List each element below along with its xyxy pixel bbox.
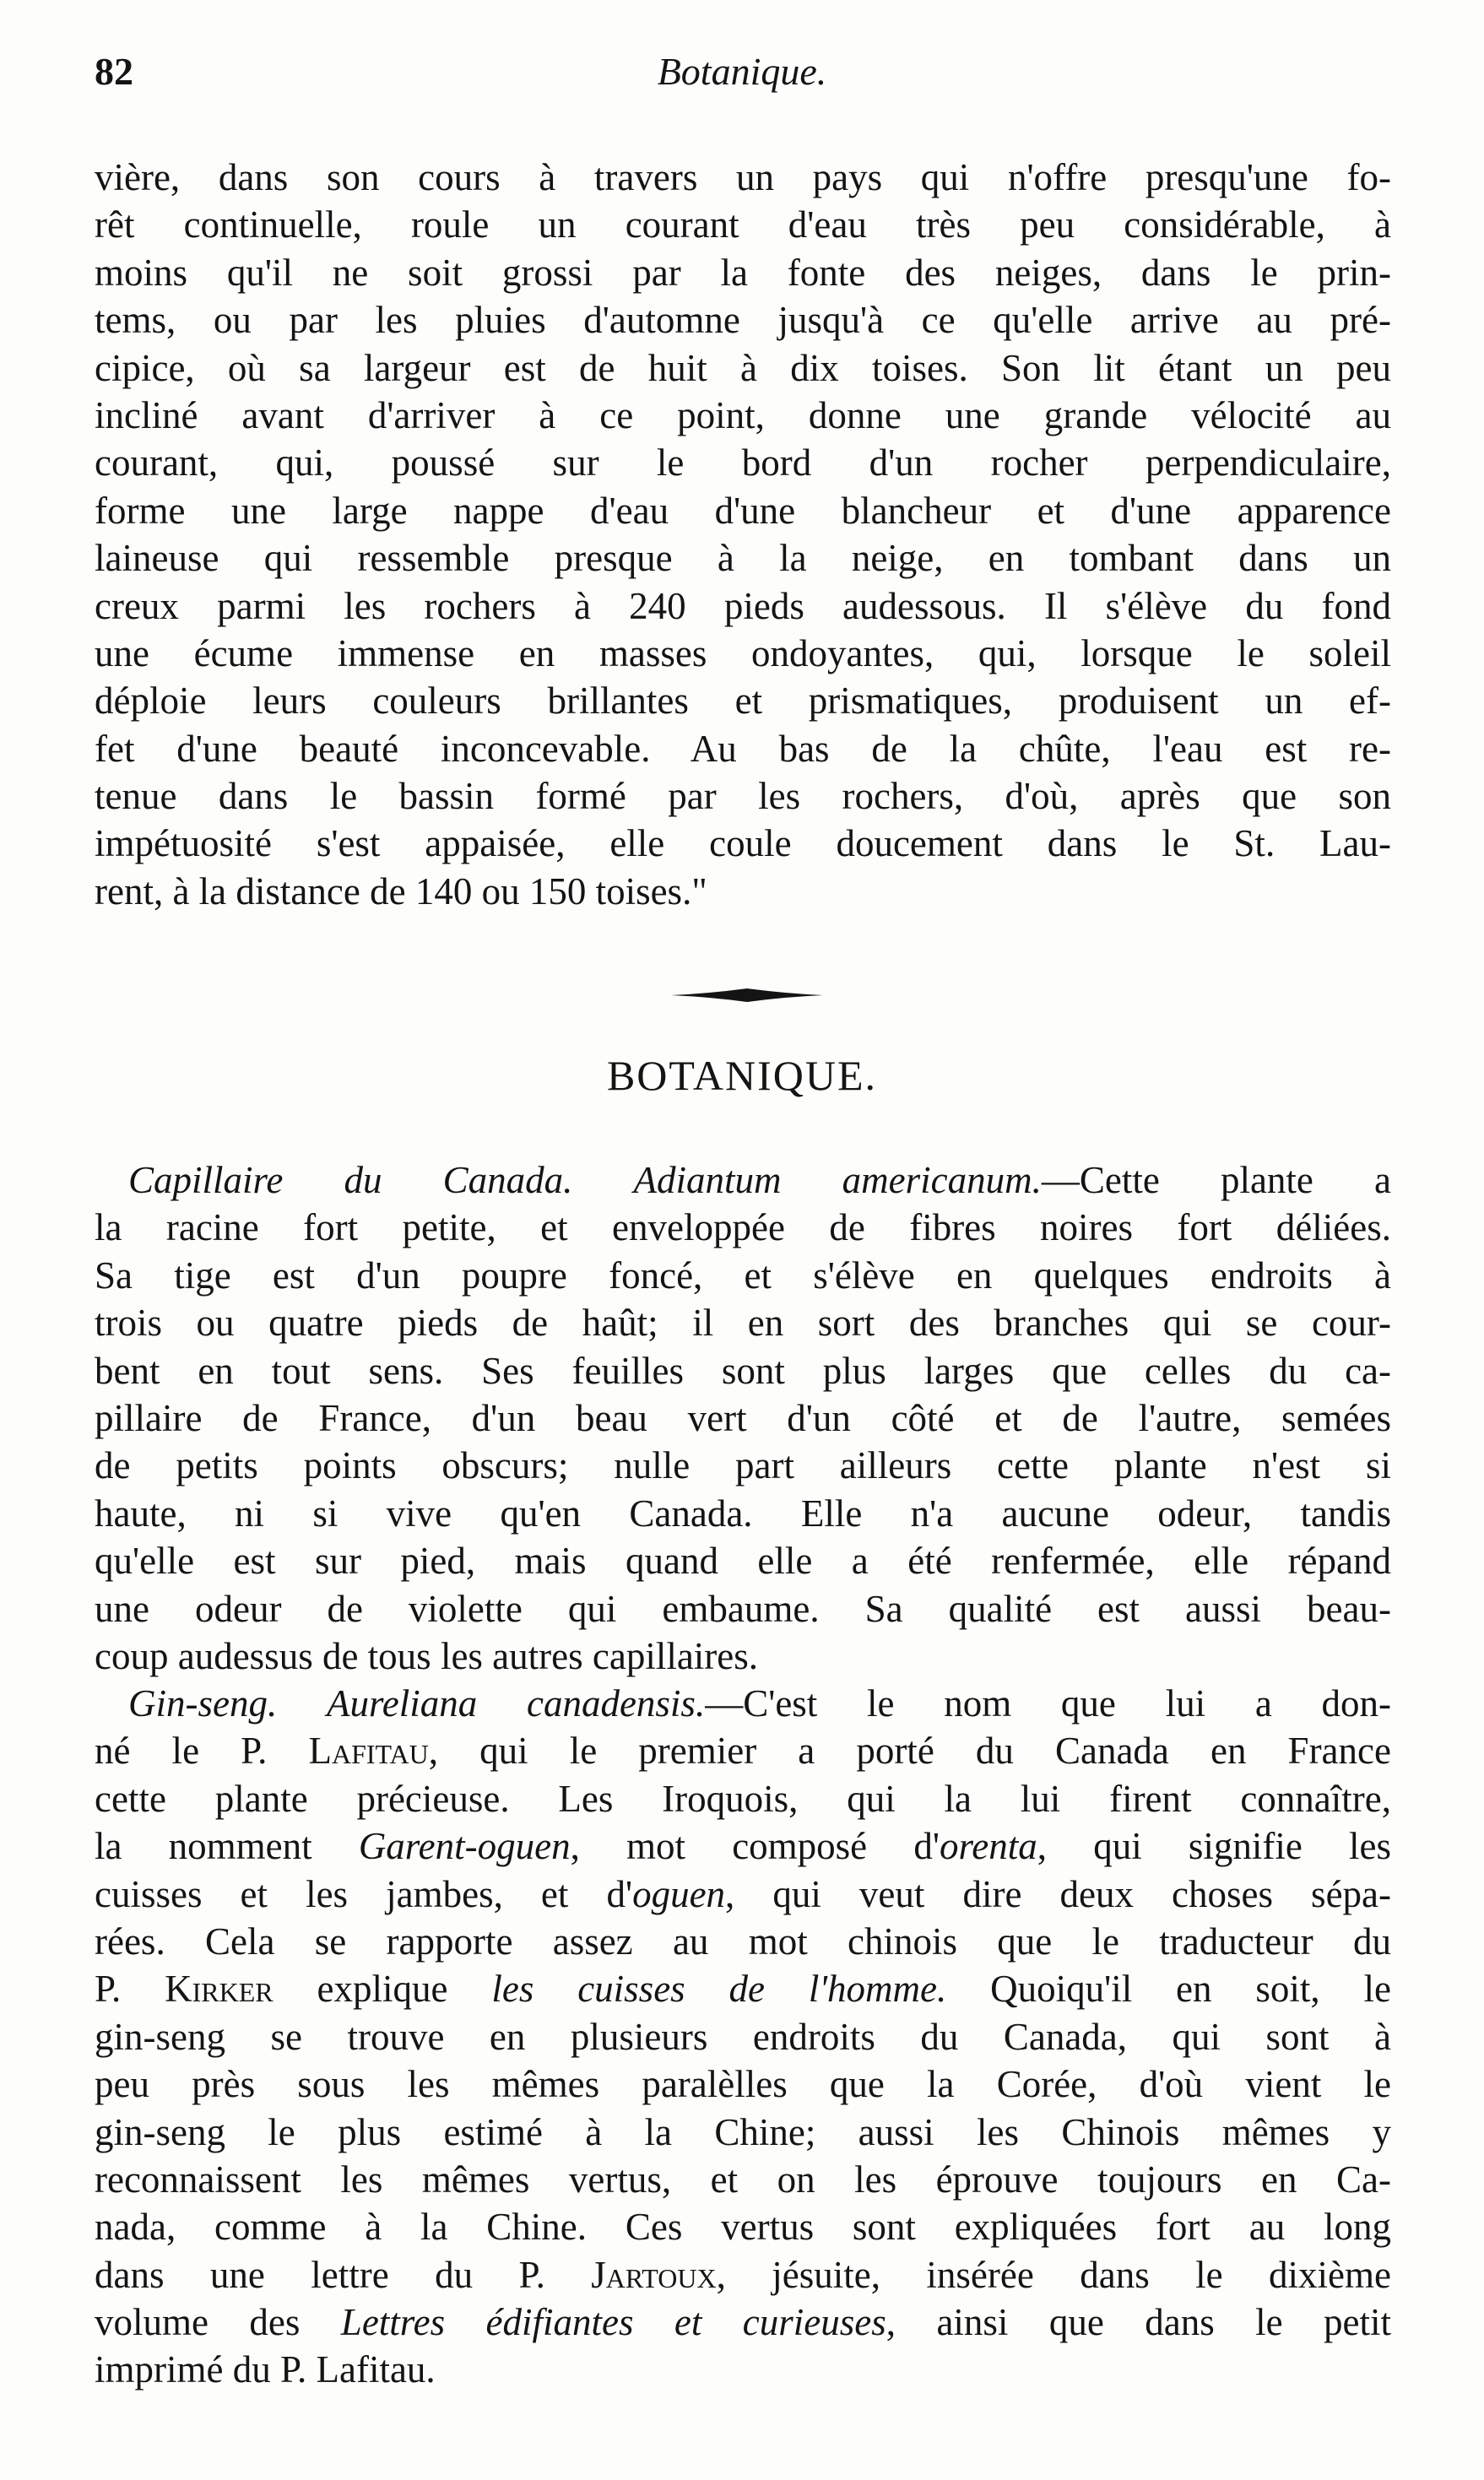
text-line: volume des Lettres édifiantes et curieuses, ainsi que dans le petit	[95, 2301, 1391, 2344]
text-line: vière, dans son cours à travers un pays qui n'offre presqu'une fo-	[95, 156, 1391, 198]
text-line: la nomment Garent-oguen, mot composé d'orenta, qui signifie les	[95, 1825, 1391, 1868]
text-line: gin-seng se trouve en plusieurs endroits du Canada, qui sont à	[95, 2015, 1391, 2058]
text-line: tems, ou par les pluies d'automne jusqu'à ce qu'elle arrive au pré-	[95, 299, 1391, 342]
ginseng-entry	[95, 1680, 1391, 2394]
author-name: Lafitau	[308, 1730, 429, 1773]
text-line: fet d'une beauté inconcevable. Au bas de la chûte, l'eau est re-	[95, 727, 1391, 770]
text-line: impétuosité s'est appaisée, elle coule doucement dans le St. Lau-	[95, 822, 1391, 865]
latin-name: Aureliana canadensis.	[326, 1682, 706, 1725]
capillaire-entry	[95, 1156, 1391, 1680]
ornament-divider	[671, 986, 823, 1004]
text-line: rées. Cela se rapporte assez au mot chinois que le traducteur du	[95, 1920, 1391, 1963]
text-line: gin-seng le plus estimé à la Chine; aussi les Chinois mêmes y	[95, 2110, 1391, 2153]
text-line: coup audessus de tous les autres capillaires.	[95, 1634, 759, 1677]
text-line: la racine fort petite, et enveloppée de fibres noires fort déliées.	[95, 1206, 1391, 1249]
text-line: déploie leurs couleurs brillantes et prismatiques, produisent un ef-	[95, 680, 1391, 723]
page-number: 82	[95, 50, 133, 93]
running-head: Botanique.	[657, 50, 827, 93]
text-line: moins qu'il ne soit grossi par la fonte des neiges, dans le prin-	[95, 251, 1391, 294]
text-line: reconnaissent les mêmes vertus, et on les éprouve toujours en Ca-	[95, 2158, 1391, 2201]
text-line: dans une lettre du P. Jartoux, jésuite, insérée dans le dixième	[95, 2253, 1391, 2296]
text-line: forme une large nappe d'eau d'une blancheur et d'une apparence	[95, 489, 1391, 532]
text-line: cipice, où sa largeur est de huit à dix toises. Son lit étant un peu	[95, 346, 1391, 389]
text-line: haute, ni si vive qu'en Canada. Elle n'a aucune odeur, tandis	[95, 1492, 1391, 1535]
text-line: rent, à la distance de 140 ou 150 toises."	[95, 869, 707, 912]
section-title: BOTANIQUE.	[606, 1052, 878, 1099]
book-title: Lettres édifiantes et curieuses	[340, 2301, 886, 2344]
text-line: rêt continuelle, roule un courant d'eau très peu considérable, à	[95, 203, 1391, 246]
text-line: Sa tige est d'un poupre foncé, et s'élève en quelques endroits à	[95, 1254, 1391, 1297]
text-line: laineuse qui ressemble presque à la neige, en tombant dans un	[95, 537, 1391, 580]
text-line: courant, qui, poussé sur le bord d'un rocher perpendiculaire,	[95, 441, 1391, 485]
text-line: cuisses et les jambes, et d'oguen, qui veut dire deux choses sépa-	[95, 1872, 1391, 1915]
author-name: Kirker	[165, 1968, 274, 2011]
plant-name: Capillaire du Canada.	[128, 1159, 573, 1201]
text-line: Gin-seng. Aureliana canadensis.—C'est le nom que lui a don-	[128, 1682, 1391, 1725]
text-line: peu près sous les mêmes paralèlles que la Corée, d'où vient le	[95, 2063, 1391, 2106]
text-line: cette plante précieuse. Les Iroquois, qui la lui firent connaître,	[95, 1777, 1391, 1820]
text-line: bent en tout sens. Ses feuilles sont plus larges que celles du ca-	[95, 1349, 1391, 1392]
text-line: Capillaire du Canada. Adiantum americanum.—Cette plante a	[128, 1159, 1391, 1201]
text-line: imprimé du P. Lafitau.	[95, 2348, 436, 2391]
top-paragraph	[95, 154, 1391, 915]
text-line: de petits points obscurs; nulle part ailleurs cette plante n'est si	[95, 1444, 1391, 1487]
text-line: trois ou quatre pieds de haût; il en sort des branches qui se cour-	[95, 1302, 1391, 1345]
text-line: une écume immense en masses ondoyantes, qui, lorsque le soleil	[95, 631, 1391, 674]
text-line: nada, comme à la Chine. Ces vertus sont expliquées fort au long	[95, 2206, 1391, 2249]
latin-name: Adiantum americanum.	[633, 1159, 1042, 1201]
text-line: P. Kirker explique les cuisses de l'homme. Quoiqu'il en soit, le	[95, 1968, 1391, 2011]
text-line: pillaire de France, d'un beau vert d'un côté et de l'autre, semées	[95, 1396, 1391, 1439]
author-name: Jartoux	[591, 2253, 717, 2296]
text-line: une odeur de violette qui embaume. Sa qualité est aussi beau-	[95, 1587, 1391, 1630]
plant-name: Gin-seng.	[128, 1682, 278, 1725]
text-line: creux parmi les rochers à 240 pieds audessous. Il s'élève du fond	[95, 584, 1391, 627]
text-line: né le P. Lafitau, qui le premier a porté du Canada en France	[95, 1730, 1391, 1773]
text-line: qu'elle est sur pied, mais quand elle a été renfermée, elle répand	[95, 1540, 1391, 1583]
text-line: incliné avant d'arriver à ce point, donne une grande vélocité au	[95, 393, 1391, 436]
text-line: tenue dans le bassin formé par les rochers, d'où, après que son	[95, 775, 1391, 818]
page-header	[95, 49, 1389, 108]
